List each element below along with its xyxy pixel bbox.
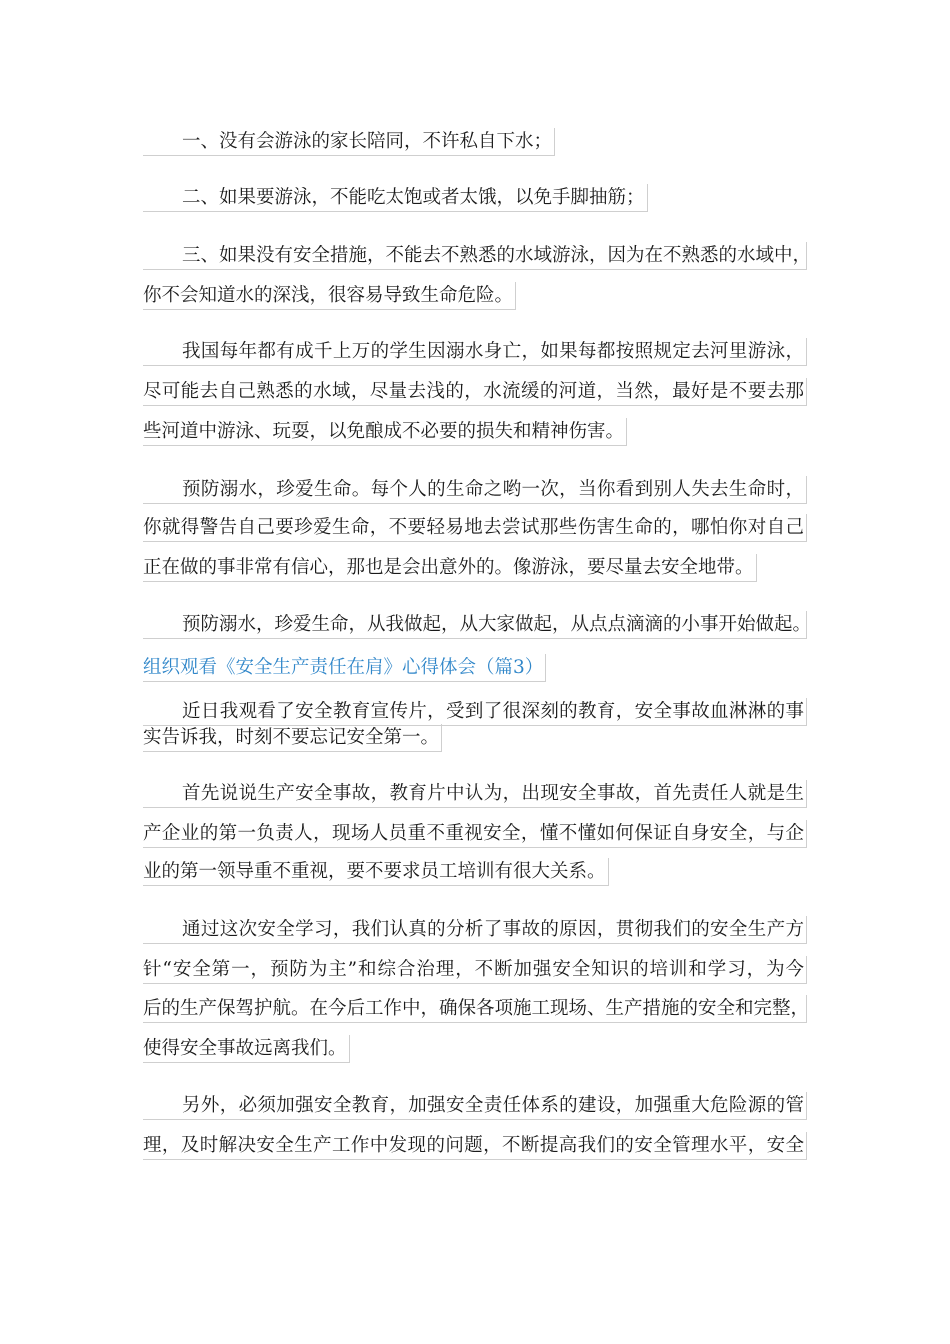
paragraph-first-line-2: 产企业的第一负责人，现场人员重不重视安全，懂不懂如何保证自身安全，与企 xyxy=(143,820,807,848)
paragraph-cherish-line-2: 你就得警告自己要珍爱生命，不要轻易地去尝试那些伤害生命的，哪怕你对自己 xyxy=(143,514,807,542)
paragraph-study-line-3: 后的生产保驾护航。在今后工作中，确保各项施工现场、生产措施的安全和完整， xyxy=(143,995,807,1023)
paragraph-start-line-1: 预防溺水，珍爱生命，从我做起，从大家做起，从点点滴滴的小事开始做起。 xyxy=(143,611,807,639)
paragraph-also-line-1: 另外，必须加强安全教育，加强安全责任体系的建设，加强重大危险源的管 xyxy=(143,1092,807,1120)
paragraph-first-line-1: 首先说说生产安全事故，教育片中认为，出现安全事故，首先责任人就是生 xyxy=(143,780,807,808)
paragraph-first-line-3: 业的第一领导重不重视，要不要求员工培训有很大关系。 xyxy=(143,858,609,886)
paragraph-cherish-line-3: 正在做的事非常有信心，那也是会出意外的。像游泳，要尽量去安全地带。 xyxy=(143,554,757,582)
rule-item-2: 二、如果要游泳，不能吃太饱或者太饿，以免手脚抽筋； xyxy=(143,184,648,212)
rule-item-1: 一、没有会游泳的家长陪同，不许私自下水； xyxy=(143,128,555,156)
paragraph-cherish-line-1: 预防溺水，珍爱生命。每个人的生命之哟一次，当你看到别人失去生命时， xyxy=(143,476,807,504)
paragraph-study-line-2: 针“安全第一，预防为主”和综合治理，不断加强安全知识的培训和学习，为今 xyxy=(143,956,807,984)
paragraph-students-line-1: 我国每年都有成千上万的学生因溺水身亡，如果每都按照规定去河里游泳， xyxy=(143,338,807,366)
paragraph-students-line-3: 些河道中游泳、玩耍，以免酿成不必要的损失和精神伤害。 xyxy=(143,418,627,446)
section-heading: 组织观看《安全生产责任在肩》心得体会（篇3） xyxy=(143,654,546,682)
paragraph-recent-line-2: 实告诉我，时刻不要忘记安全第一。 xyxy=(143,724,442,752)
paragraph-study-line-1: 通过这次安全学习，我们认真的分析了事故的原因，贯彻我们的安全生产方 xyxy=(143,916,807,944)
paragraph-students-line-2: 尽可能去自己熟悉的水域，尽量去浅的，水流缓的河道，当然，最好是不要去那 xyxy=(143,378,807,406)
rule-item-3-line-1: 三、如果没有安全措施，不能去不熟悉的水域游泳，因为在不熟悉的水域中， xyxy=(143,242,807,270)
paragraph-recent-line-1: 近日我观看了安全教育宣传片，受到了很深刻的教育，安全事故血淋淋的事 xyxy=(143,698,807,726)
rule-item-3-line-2: 你不会知道水的深浅，很容易导致生命危险。 xyxy=(143,282,516,310)
paragraph-also-line-2: 理，及时解决安全生产工作中发现的问题，不断提高我们的安全管理水平，安全 xyxy=(143,1132,807,1160)
paragraph-study-line-4: 使得安全事故远离我们。 xyxy=(143,1035,350,1063)
